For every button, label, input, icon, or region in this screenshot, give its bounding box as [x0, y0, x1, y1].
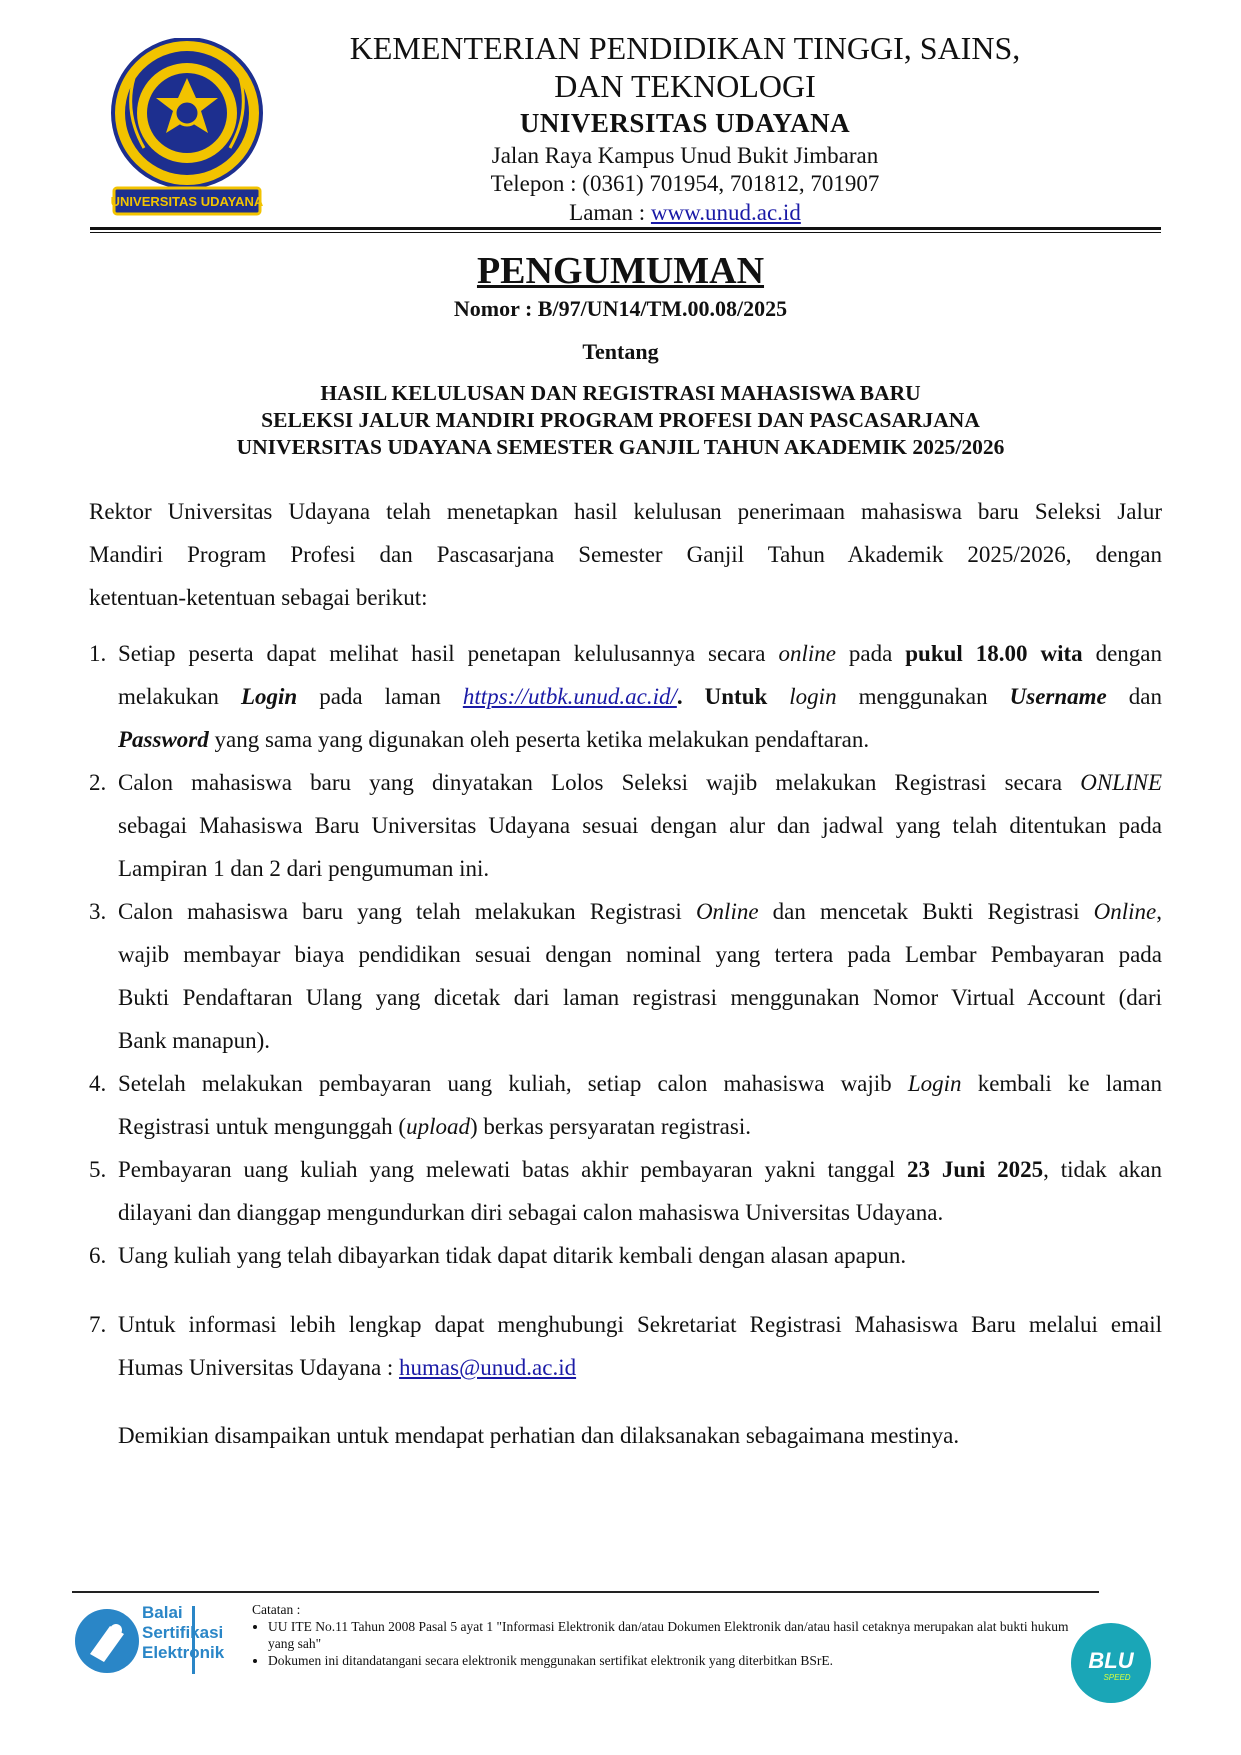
- text: pukul 18.00 wita: [905, 641, 1083, 666]
- item-line: [118, 1346, 1162, 1389]
- item-number: 4.: [89, 1071, 107, 1096]
- text: Setelah melakukan pembayaran uang kuliah, setiap calon mahasiswa wajib: [118, 1071, 908, 1096]
- website-link[interactable]: www.unud.ac.id: [650, 200, 801, 225]
- subject-line-1: HASIL KELULUSAN DAN REGISTRASI MAHASISWA BARU: [320, 381, 921, 405]
- footer-rule: [72, 1591, 1099, 1593]
- svg-text:BLU: BLU: [1088, 1648, 1134, 1673]
- document-title: PENGUMUMAN: [476, 250, 765, 292]
- item-line: [118, 632, 1162, 675]
- text: Online: [695, 899, 759, 924]
- text: Calon mahasiswa baru yang telah melakukan Registrasi: [118, 899, 696, 924]
- svg-text:SPEED: SPEED: [1103, 1673, 1131, 1682]
- text: 23 Juni 2025: [907, 1157, 1044, 1182]
- list-item: [89, 761, 1162, 890]
- item-line: Untuk informasi lebih lengkap dapat menghubungi Sekretariat Registrasi Mahasiswa Baru melalui email: [118, 1312, 1162, 1337]
- bsre-line: Elektronik: [142, 1643, 225, 1662]
- universitas-udayana-logo: [104, 38, 270, 220]
- about-label: Tentang: [582, 339, 659, 364]
- list-item: [89, 890, 1162, 1062]
- website-label: Laman :: [569, 200, 651, 225]
- item-line: [118, 675, 1162, 718]
- text: ) berkas persyaratan registrasi.: [470, 1114, 751, 1139]
- bsre-text: [142, 1603, 224, 1663]
- item-number: 3.: [89, 899, 107, 924]
- item-number: 6.: [89, 1243, 107, 1268]
- item-line: [118, 761, 1162, 804]
- footer-notes: [252, 1601, 1072, 1669]
- item-line: [118, 1105, 1162, 1148]
- text: . Untuk: [676, 684, 790, 709]
- text: melakukan: [118, 684, 241, 709]
- item-number: 1.: [89, 641, 107, 666]
- text: login: [789, 684, 837, 709]
- intro-paragraph: [89, 490, 1162, 619]
- list-item: [89, 632, 1162, 761]
- item-number: 5.: [89, 1157, 107, 1182]
- text: upload: [406, 1114, 470, 1139]
- list-item: [89, 1062, 1162, 1148]
- intro-line: Mandiri Program Profesi dan Pascasarjana Semester Ganjil Tahun Akademik 2025/2026, dengan: [89, 542, 1162, 567]
- header-rule-thick: [90, 227, 1161, 230]
- text: pada: [835, 641, 906, 666]
- text: yang sama yang digunakan oleh peserta ketika melakukan pendaftaran.: [208, 727, 870, 752]
- text: , tidak akan: [1043, 1157, 1162, 1182]
- text: ,: [1156, 899, 1162, 924]
- bsre-line: Sertifikasi: [142, 1623, 224, 1642]
- bsre-line: Balai: [142, 1603, 183, 1622]
- text: Pembayaran uang kuliah yang melewati batas akhir pembayaran yakni tanggal: [118, 1157, 907, 1182]
- item-line: Lampiran 1 dan 2 dari pengumuman ini.: [118, 856, 490, 881]
- document-number: Nomor : B/97/UN14/TM.00.08/2025: [453, 296, 788, 321]
- intro-line: ketentuan-ketentuan sebagai berikut:: [89, 585, 428, 610]
- notes-title: Catatan :: [252, 1602, 301, 1617]
- item-line: Bank manapun).: [118, 1028, 271, 1053]
- address: Jalan Raya Kampus Unud Bukit Jimbaran: [491, 143, 879, 168]
- text: pada laman: [297, 684, 463, 709]
- text: Registrasi untuk mengunggah (: [118, 1114, 407, 1139]
- item-line: [118, 718, 1162, 761]
- text: dengan: [1082, 641, 1163, 666]
- note-item: • Dokumen ini ditandatangani secara elektronik menggunakan sertifikat elektronik yang diterbitkan BSrE.: [268, 1652, 1072, 1669]
- closing-statement: Demikian disampaikan untuk mendapat perhatian dan dilaksanakan sebagaimana mestinya.: [118, 1423, 960, 1448]
- blu-speed-logo-icon: [1070, 1622, 1152, 1704]
- utbk-link[interactable]: https://utbk.unud.ac.id/: [462, 684, 677, 709]
- note-item: • UU ITE No.11 Tahun 2008 Pasal 5 ayat 1 "Informasi Elektronik dan/atau Dokumen Elektronik dan/atau hasil cetaknya merupakan alat bukti hukum yang sah": [268, 1618, 1072, 1652]
- text: Online: [1093, 899, 1157, 924]
- text: menggunakan: [836, 684, 1010, 709]
- website: [300, 201, 1070, 224]
- text: online: [778, 641, 836, 666]
- item-number: 7.: [89, 1312, 107, 1337]
- item-line: wajib membayar biaya pendidikan sesuai dengan nominal yang tertera pada Lembar Pembayaran pada: [118, 942, 1162, 967]
- text: Login: [907, 1071, 962, 1096]
- subject-line-2: SELEKSI JALUR MANDIRI PROGRAM PROFESI DAN PASCASARJANA: [261, 408, 980, 432]
- phone: Telepon : (0361) 701954, 701812, 701907: [490, 171, 880, 196]
- item-line: sebagai Mahasiswa Baru Universitas Udayana sesuai dengan alur dan jadwal yang telah ditentukan pada: [118, 813, 1162, 838]
- text: Setiap peserta dapat melihat hasil penetapan kelulusannya secara: [118, 641, 779, 666]
- text: kembali ke laman: [961, 1071, 1163, 1096]
- item-line: Bukti Pendaftaran Ulang yang dicetak dari laman registrasi menggunakan Nomor Virtual Account (dari: [118, 985, 1162, 1010]
- text: dan mencetak Bukti Registrasi: [758, 899, 1094, 924]
- text: Login: [240, 684, 298, 709]
- item-line: [118, 1062, 1162, 1105]
- intro-line: Rektor Universitas Udayana telah menetapkan hasil kelulusan penerimaan mahasiswa baru Seleksi Jalur: [89, 499, 1162, 524]
- svg-text:UNIVERSITAS UDAYANA: UNIVERSITAS UDAYANA: [110, 194, 264, 209]
- list-item: [89, 1148, 1162, 1234]
- list-item: [89, 1234, 1162, 1277]
- text: ONLINE: [1080, 770, 1162, 795]
- university-name: UNIVERSITAS UDAYANA: [519, 108, 851, 138]
- provisions-list: [89, 632, 1162, 1389]
- ministry-name-line2: DAN TEKNOLOGI: [554, 68, 816, 104]
- item-line: dilayani dan dianggap mengundurkan diri sebagai calon mahasiswa Universitas Udayana.: [118, 1200, 944, 1225]
- subject-line-3: UNIVERSITAS UDAYANA SEMESTER GANJIL TAHUN AKADEMIK 2025/2026: [236, 435, 1005, 459]
- email-link[interactable]: humas@unud.ac.id: [399, 1355, 577, 1380]
- text: Username: [1009, 684, 1107, 709]
- ministry-name-line1: KEMENTERIAN PENDIDIKAN TINGGI, SAINS,: [349, 30, 1021, 66]
- item-number: 2.: [89, 770, 107, 795]
- header-rule-thin: [90, 232, 1161, 233]
- item-line: Uang kuliah yang telah dibayarkan tidak dapat ditarik kembali dengan alasan apapun.: [118, 1243, 907, 1268]
- text: Calon mahasiswa baru yang dinyatakan Lolos Seleksi wajib melakukan Registrasi secara: [118, 770, 1081, 795]
- item-line: [118, 890, 1162, 933]
- text: dan: [1106, 684, 1162, 709]
- text: Password: [118, 727, 209, 752]
- list-item: [89, 1303, 1162, 1389]
- text: Humas Universitas Udayana :: [118, 1355, 400, 1380]
- item-line: [118, 1148, 1162, 1191]
